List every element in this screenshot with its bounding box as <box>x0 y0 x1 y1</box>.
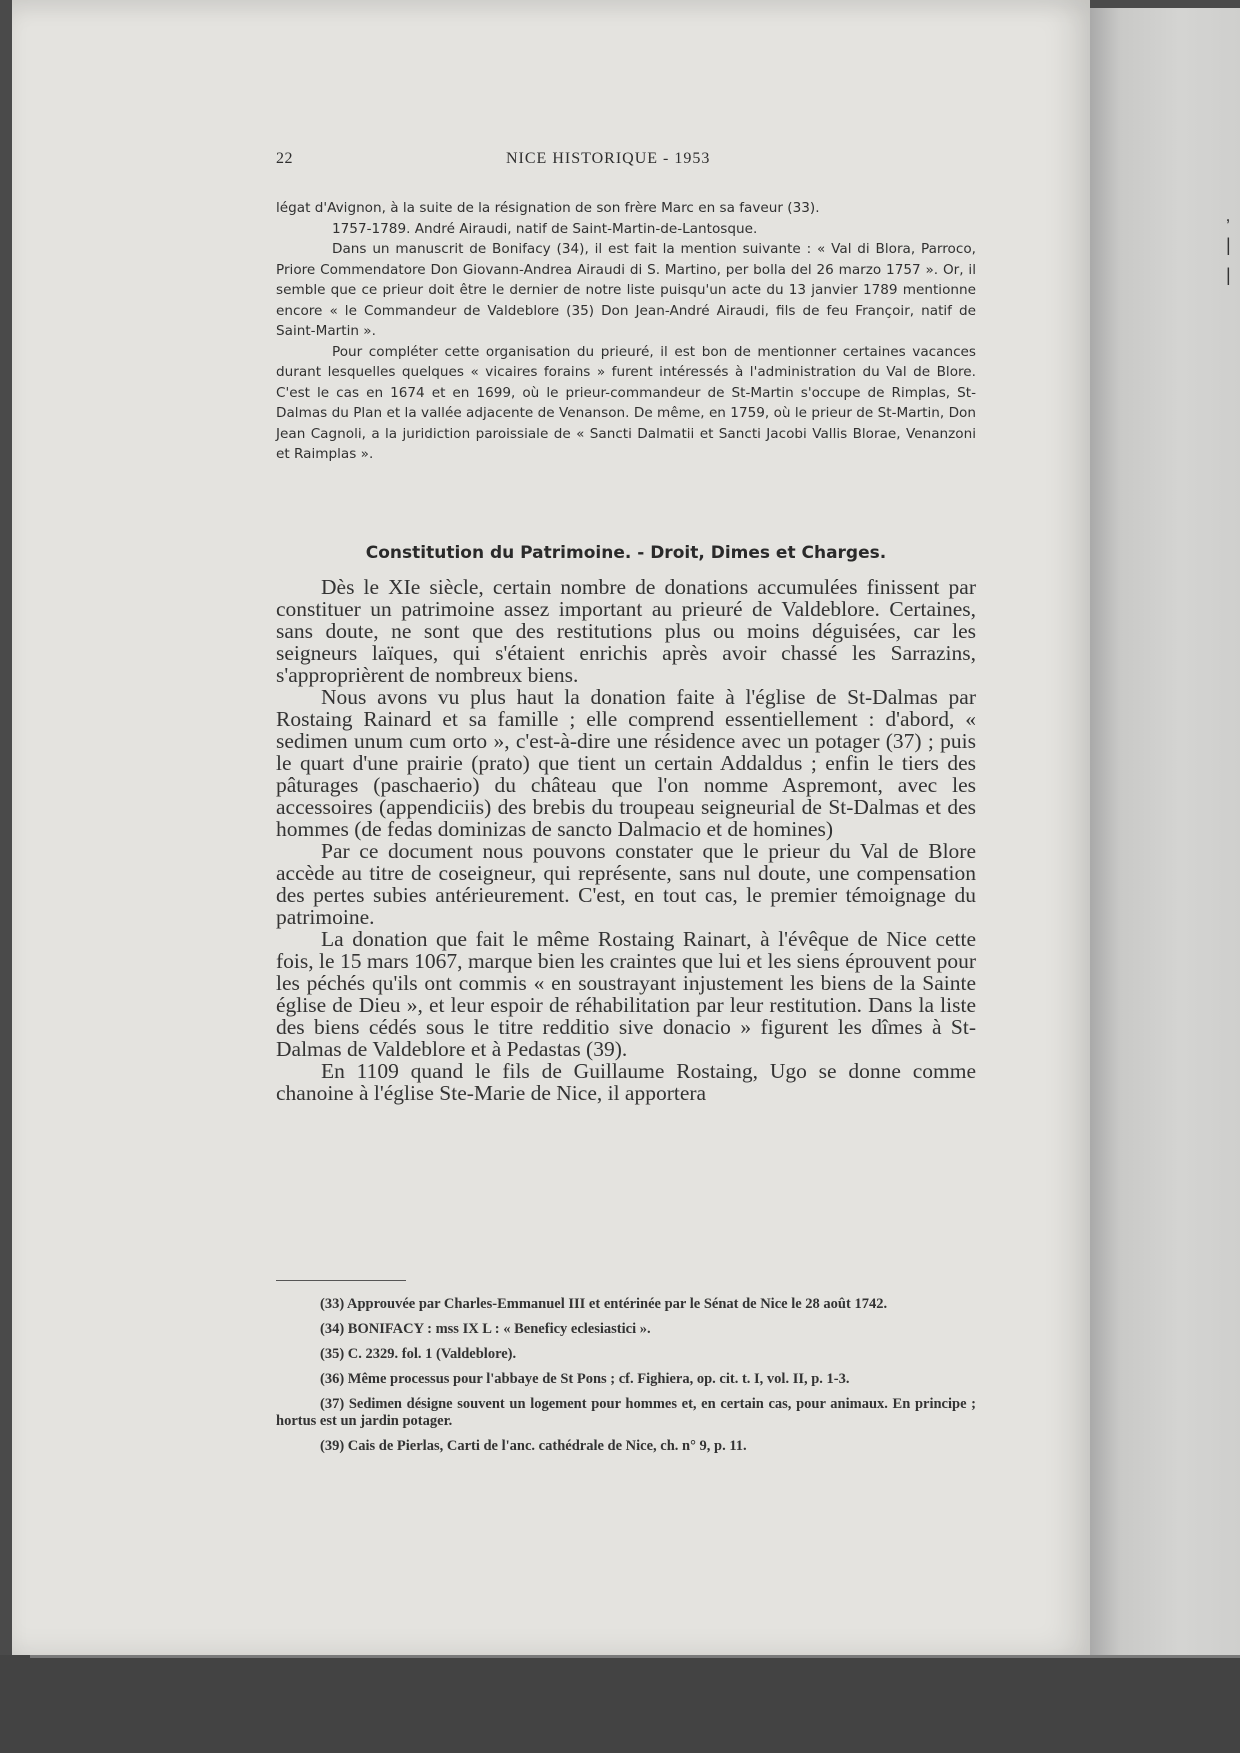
body-paragraph-4: La donation que fait le même Rostaing Rainart, à l'évêque de Nice cette fois, le 15 mars 1067, marque bien les craintes que lui et les siens éprouvent pour les péchés qu'ils ont commis « en soustrayant injustement les biens de la Sainte église de Dieu », et leur espoir de réhabilitation par leur restitution. Dans la liste des biens cédés sous le titre redditio sive donacio » figurent les dîmes à St-Dalmas de Valdeblore et à Pedastas (39). <box>276 927 976 1061</box>
intro-text <box>276 198 976 465</box>
intro-paragraph-manuscript: Dans un manuscrit de Bonifacy (34), il est fait la mention suivante : « Val di Blora, Parroco, Priore Commendatore Don Giovann-Andrea Airaudi di S. Martino, per bolla del 26 marzo 1757 ». Or, il semble que ce prieur doit être le dernier de notre liste puisqu'un acte du 13 janvier 1789 mentionne encore « le Commandeur de Valdeblore (35) Don Jean-André Airaudi, fils de feu Françoir, natif de Saint-Martin ». <box>276 241 976 339</box>
intro-paragraph-vacances: Pour compléter cette organisation du prieuré, il est bon de mentionner certaines vacances durant lesquelles quelques « vicaires forains » furent intéressés à l'administration du Val de Blore. C'est le cas en 1674 et en 1699, où le prieur-commandeur de St-Martin s'occupe de Rimplas, St-Dalmas du Plan et la vallée adjacente de Venanson. De même, en 1759, où le prieur de St-Martin, Don Jean Cagnoli, a la juridiction paroissiale de « Sancti Dalmatii et Sancti Jacobi Vallis Blorae, Venanzoni et Raimplas ». <box>276 343 976 462</box>
footnote-34: (34) BONIFACY : mss IX L : « Beneficy eclesiastici ». <box>320 1321 651 1337</box>
facing-page-edge <box>1090 8 1240 1655</box>
page-number: 22 <box>276 150 293 167</box>
footnotes <box>276 1296 976 1463</box>
intro-line-1: légat d'Avignon, à la suite de la résignation de son frère Marc en sa faveur (33). <box>276 200 820 216</box>
footnote-33: (33) Approuvée par Charles-Emmanuel III et entérinée par le Sénat de Nice le 28 août 1742. <box>320 1296 888 1312</box>
body-paragraph-1: Dès le XIe siècle, certain nombre de donations accumulées finissent par constituer un patrimoine assez important au prieuré de Valdeblore. Certaines, sans doute, ne sont que des restitutions plus ou moins déguisées, car les seigneurs laïques, qui s'étaient enrichis après avoir chassé les Sarrazins, s'approprièrent de nombreux biens. <box>276 575 976 687</box>
footnote-37: (37) Sedimen désigne souvent un logement pour hommes et, en certain cas, pour animaux. En principe ; hortus est un jardin potager. <box>276 1396 976 1429</box>
page-bottom-edge <box>30 1655 1240 1658</box>
running-title: NICE HISTORIQUE - 1953 <box>506 150 711 167</box>
body-paragraph-5: En 1109 quand le fils de Guillaume Rostaing, Ugo se donne comme chanoine à l'église Ste-Marie de Nice, il apportera <box>276 1059 976 1105</box>
footnote-35: (35) C. 2329. fol. 1 (Valdeblore). <box>320 1346 517 1362</box>
scanner-bottom-bar <box>0 1655 1240 1753</box>
body-text <box>276 576 976 1104</box>
running-header <box>276 150 976 180</box>
footnote-36: (36) Même processus pour l'abbaye de St Pons ; cf. Fighiera, op. cit. t. I, vol. II, p. 1-3. <box>320 1371 850 1387</box>
footnote-39: (39) Cais de Pierlas, Carti de l'anc. cathédrale de Nice, ch. n° 9, p. 11. <box>320 1438 747 1454</box>
edge-marks: ‚ | | <box>1226 205 1231 285</box>
footnote-rule <box>276 1280 406 1281</box>
body-paragraph-3: Par ce document nous pouvons constater que le prieur du Val de Blore accède au titre de coseigneur, qui représente, sans nul doute, une compensation des pertes subies antérieurement. C'est, en tout cas, le premier témoignage du patrimoine. <box>276 839 976 929</box>
section-heading: Constitution du Patrimoine. - Droit, Dimes et Charges. <box>365 543 887 563</box>
intro-line-2: 1757-1789. André Airaudi, natif de Saint-Martin-de-Lantosque. <box>332 220 758 237</box>
body-paragraph-2: Nous avons vu plus haut la donation faite à l'église de St-Dalmas par Rostaing Rainard et sa famille ; elle comprend essentiellement : d'abord, « sedimen unum cum orto », c'est-à-dire une résidence avec un potager (37) ; puis le quart d'une prairie (prato) que tient un certain Addaldus ; enfin le tiers des pâturages (paschaerio) du château que l'on nomme Aspremont, avec les accessoires (appendiciis) des brebis du troupeau seigneurial de St-Dalmas et des hommes (de fedas dominizas de sancto Dalmacio et de homines) <box>276 685 976 841</box>
